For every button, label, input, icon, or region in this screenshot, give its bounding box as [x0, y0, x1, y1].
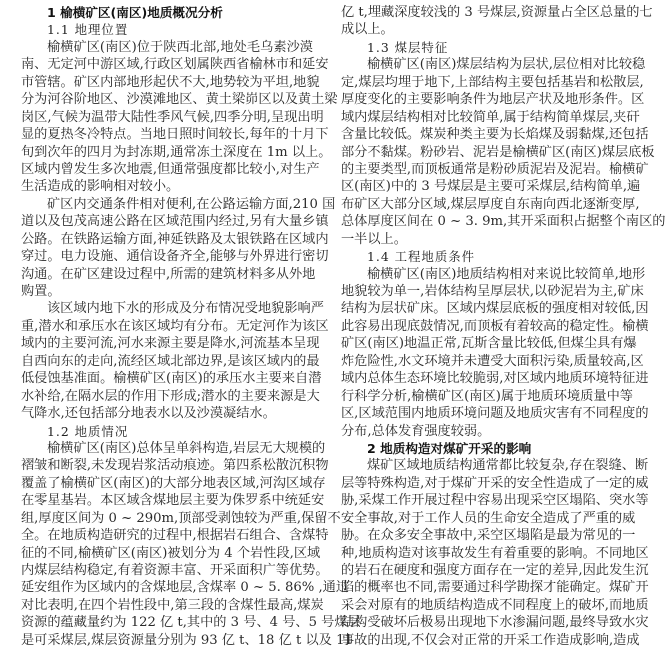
text-line: 亿 t,埋藏深度较浅的 3 号煤层,资源量占全区总量的七	[341, 5, 653, 20]
text-line: 布矿区大部分区域,煤层厚度自东南向西北逐渐变厚,	[341, 196, 640, 212]
text-line: 在零星基岩。本区域含煤地层主要为侏罗系中统延安	[21, 493, 325, 509]
text-line: 资源的蕴藏量约为 122 亿 t,其中的 3 号、4 号、5 号煤层	[21, 615, 361, 631]
text-line: 域内煤层结构相对比较简单,属于结构简单煤层,夹矸	[341, 109, 640, 125]
text-line: 水补给,在隔水层的作用下形成;潜水的主要来源是大	[21, 388, 320, 404]
text-line: 区域内曾发生多次地震,但通常强度都比较小,对生产	[21, 161, 320, 177]
text-line: 部分不黏煤。粉砂岩、泥岩是榆横矿区(南区)煤层底板	[341, 144, 655, 160]
right-column	[341, 4, 665, 649]
text-line: 的主要类型,而顶板通常是粉砂质泥岩及泥岩。榆横矿	[341, 161, 649, 177]
text-line: 延安组作为区域内的含煤地层,含煤率 0 ~ 5. 86% ,通过	[21, 580, 350, 596]
text-line: 安全事故,对于工作人员的生命安全造成了严重的威	[341, 510, 636, 526]
text-line: 的岩石在硬度和强度方面存在一定的差异,因此发生沉	[341, 563, 649, 578]
text-line: 域内的主要河流,河水来源主要是降水,河流基本呈现	[21, 336, 320, 352]
text-line: 结构为层状矿床。区域内煤层底板的强度相对较低,因	[341, 301, 649, 317]
paragraph-first-line: 榆横矿区(南区)地质结构相对来说比较简单,地形	[367, 266, 646, 282]
text-line: 区(南区)中的 3 号煤层是主要可采煤层,结构简单,遍	[341, 179, 641, 195]
text-line: 胁。在众多安全事故中,采空区塌陷是最为常见的一	[341, 528, 636, 544]
subsection-heading: 1.4 工程地质条件	[367, 249, 475, 265]
text-line: 沟通。在矿区建设过程中,所需的建筑材料多从外地	[21, 266, 316, 282]
paragraph-first-line: 矿区内交通条件相对便利,在公路运输方面,210 国	[47, 196, 336, 212]
text-line: 采会对原有的地质结构造成不同程度上的破坏,而地质	[341, 597, 649, 613]
text-line: 含量比较低。煤炭种类主要为长焰煤及弱黏煤,还包括	[341, 127, 649, 143]
text-line: 岗区,气候为温带大陆性季风气候,四季分明,呈现出明	[21, 109, 324, 125]
text-line: 区,区域范围内地质环境问题及地质灾害有不同程度的	[341, 406, 649, 422]
text-line: 结构受破坏后极易出现地下水渗漏问题,最终导致水灾	[341, 615, 649, 631]
paragraph-first-line: 该区域内地下水的形成及分布情况受地貌影响严	[47, 301, 324, 317]
text-line: 公路。在铁路运输方面,神延铁路及太银铁路在区域内	[21, 231, 329, 247]
text-line: 对比表明,在四个岩性段中,第三段的含煤性最高,煤炭	[21, 597, 324, 613]
subsection-heading: 1.3 煤层特征	[367, 39, 449, 55]
text-line: 覆盖了榆横矿区(南区)的大部分地表区域,河沟区域存	[21, 475, 326, 491]
text-line: 低侵蚀基准面。榆横矿区(南区)的承压水主要来自潜	[21, 371, 322, 387]
subsection-heading: 1.1 地理位置	[47, 22, 129, 38]
text-line: 总体厚度区间在 0 ~ 3. 9m,其开采面积占据整个南区的	[341, 214, 665, 230]
section-heading: 1 榆横矿区(南区)地质概况分析	[47, 5, 223, 20]
text-line: 道以及包茂高速公路在区域范围内经过,另有大量乡镇	[21, 214, 329, 230]
text-line: 胁,采煤工作开展过程中容易出现采空区塌陷、突水等	[341, 493, 649, 509]
paragraph-last-line: 生活造成的影响相对较小。	[21, 179, 180, 195]
text-line: 此容易出现底鼓情况,而顶板有着较高的稳定性。榆横	[341, 318, 649, 334]
text-line: 陷的概率也不同,需要通过科学勘探才能确定。煤矿开	[341, 580, 649, 596]
text-line: 分为河谷阶地区、沙漠滩地区、黄土梁峁区以及黄土梁	[21, 92, 338, 108]
text-line: 定,煤层均埋于地下,上部结构主要包括基岩和松散层,	[341, 74, 644, 90]
text-line: 事故的出现,不仅会对正常的开采工作造成影响,造成	[341, 632, 640, 648]
paragraph-first-line: 煤矿区域地质结构通常都比较复杂,存在裂缝、断	[367, 458, 649, 474]
text-line: 南、无定河中游区域,行政区划属陕西省榆林市和延安	[21, 57, 329, 73]
text-line: 行科学分析,榆横矿区(南区)属于地质环境质量中等	[341, 388, 633, 404]
text-line: 地貌较为单一,岩体结构呈厚层状,以砂泥岩为主,矿床	[341, 284, 644, 299]
paragraph-last-line: 成以上。	[341, 22, 394, 38]
text-line: 全。在地质构造研究的过程中,根据岩石组合、含煤特	[21, 528, 329, 544]
paragraph-last-line: 一半以上。	[341, 231, 407, 247]
paragraph-last-line: 分布,总体发育强度较弱。	[341, 423, 491, 439]
text-line: 市管辖。矿区内部地形起伏不大,地势较为平坦,地貌	[21, 74, 320, 90]
text-line: 域内总体生态环境比较脆弱,对区域内地质环境特征进	[341, 371, 649, 387]
paragraph-first-line: 榆横矿区(南区)位于陕西北部,地处毛乌素沙漠	[47, 39, 313, 55]
paragraph-first-line: 榆横矿区(南区)总体呈单斜构造,岩层无大规模的	[47, 440, 326, 456]
text-line: 种,地质构造对该事故发生有着重要的影响。不同地区	[341, 545, 649, 561]
text-line: 内煤层结构稳定,有着资源丰富、开采面积广等优势。	[21, 563, 329, 578]
paragraph-first-line: 榆横矿区(南区)煤层结构为层状,层位相对比较稳	[367, 57, 646, 73]
text-line: 矿区(南区)地温正常,瓦斯含量比较低,但煤尘具有爆	[341, 336, 637, 352]
text-line: 厚度变化的主要影响条件为地层产状及地形条件。区	[341, 92, 645, 108]
text-line: 自西向东的走向,流经区域北部边界,是该区域内的最	[21, 353, 320, 369]
text-line: 穿过。电力设施、通信设备齐全,能够与外界进行密切	[21, 249, 329, 265]
text-line: 重,潜水和承压水在该区域均有分布。无定河作为该区	[21, 318, 329, 334]
text-line: 旬到次年的四月为封冻期,通常冻土深度在 1m 以上。	[21, 144, 332, 160]
text-line: 组,厚度区间为 0 ~ 290m,顶部受剥蚀较为严重,保留不	[21, 510, 341, 526]
paragraph-last-line: 购置。	[21, 284, 61, 299]
text-line: 层等特殊构造,对于煤矿开采的安全性造成了一定的威	[341, 475, 649, 491]
text-line: 炸危险性,水文环境并未遭受大面积污染,质量较高,区	[341, 353, 644, 369]
text-line: 征的不同,榆横矿区(南区)被划分为 4 个岩性段,区域	[21, 545, 321, 561]
left-column	[21, 4, 361, 649]
text-line: 显的夏热冬冷特点。当地日照时间较长,每年的十月下	[21, 127, 329, 143]
subsection-heading: 1.2 地质情况	[47, 423, 129, 439]
text-line: 褶皱和断裂,未发现岩浆活动痕迹。第四系松散沉积物	[21, 458, 329, 474]
paragraph-last-line: 气降水,还包括部分地表水以及沙漠凝结水。	[21, 406, 276, 422]
text-line: 是可采煤层,煤层资源量分别为 93 亿 t、18 亿 t 以及 11	[21, 632, 353, 648]
section-heading: 2 地质构造对煤矿开采的影响	[367, 440, 532, 456]
